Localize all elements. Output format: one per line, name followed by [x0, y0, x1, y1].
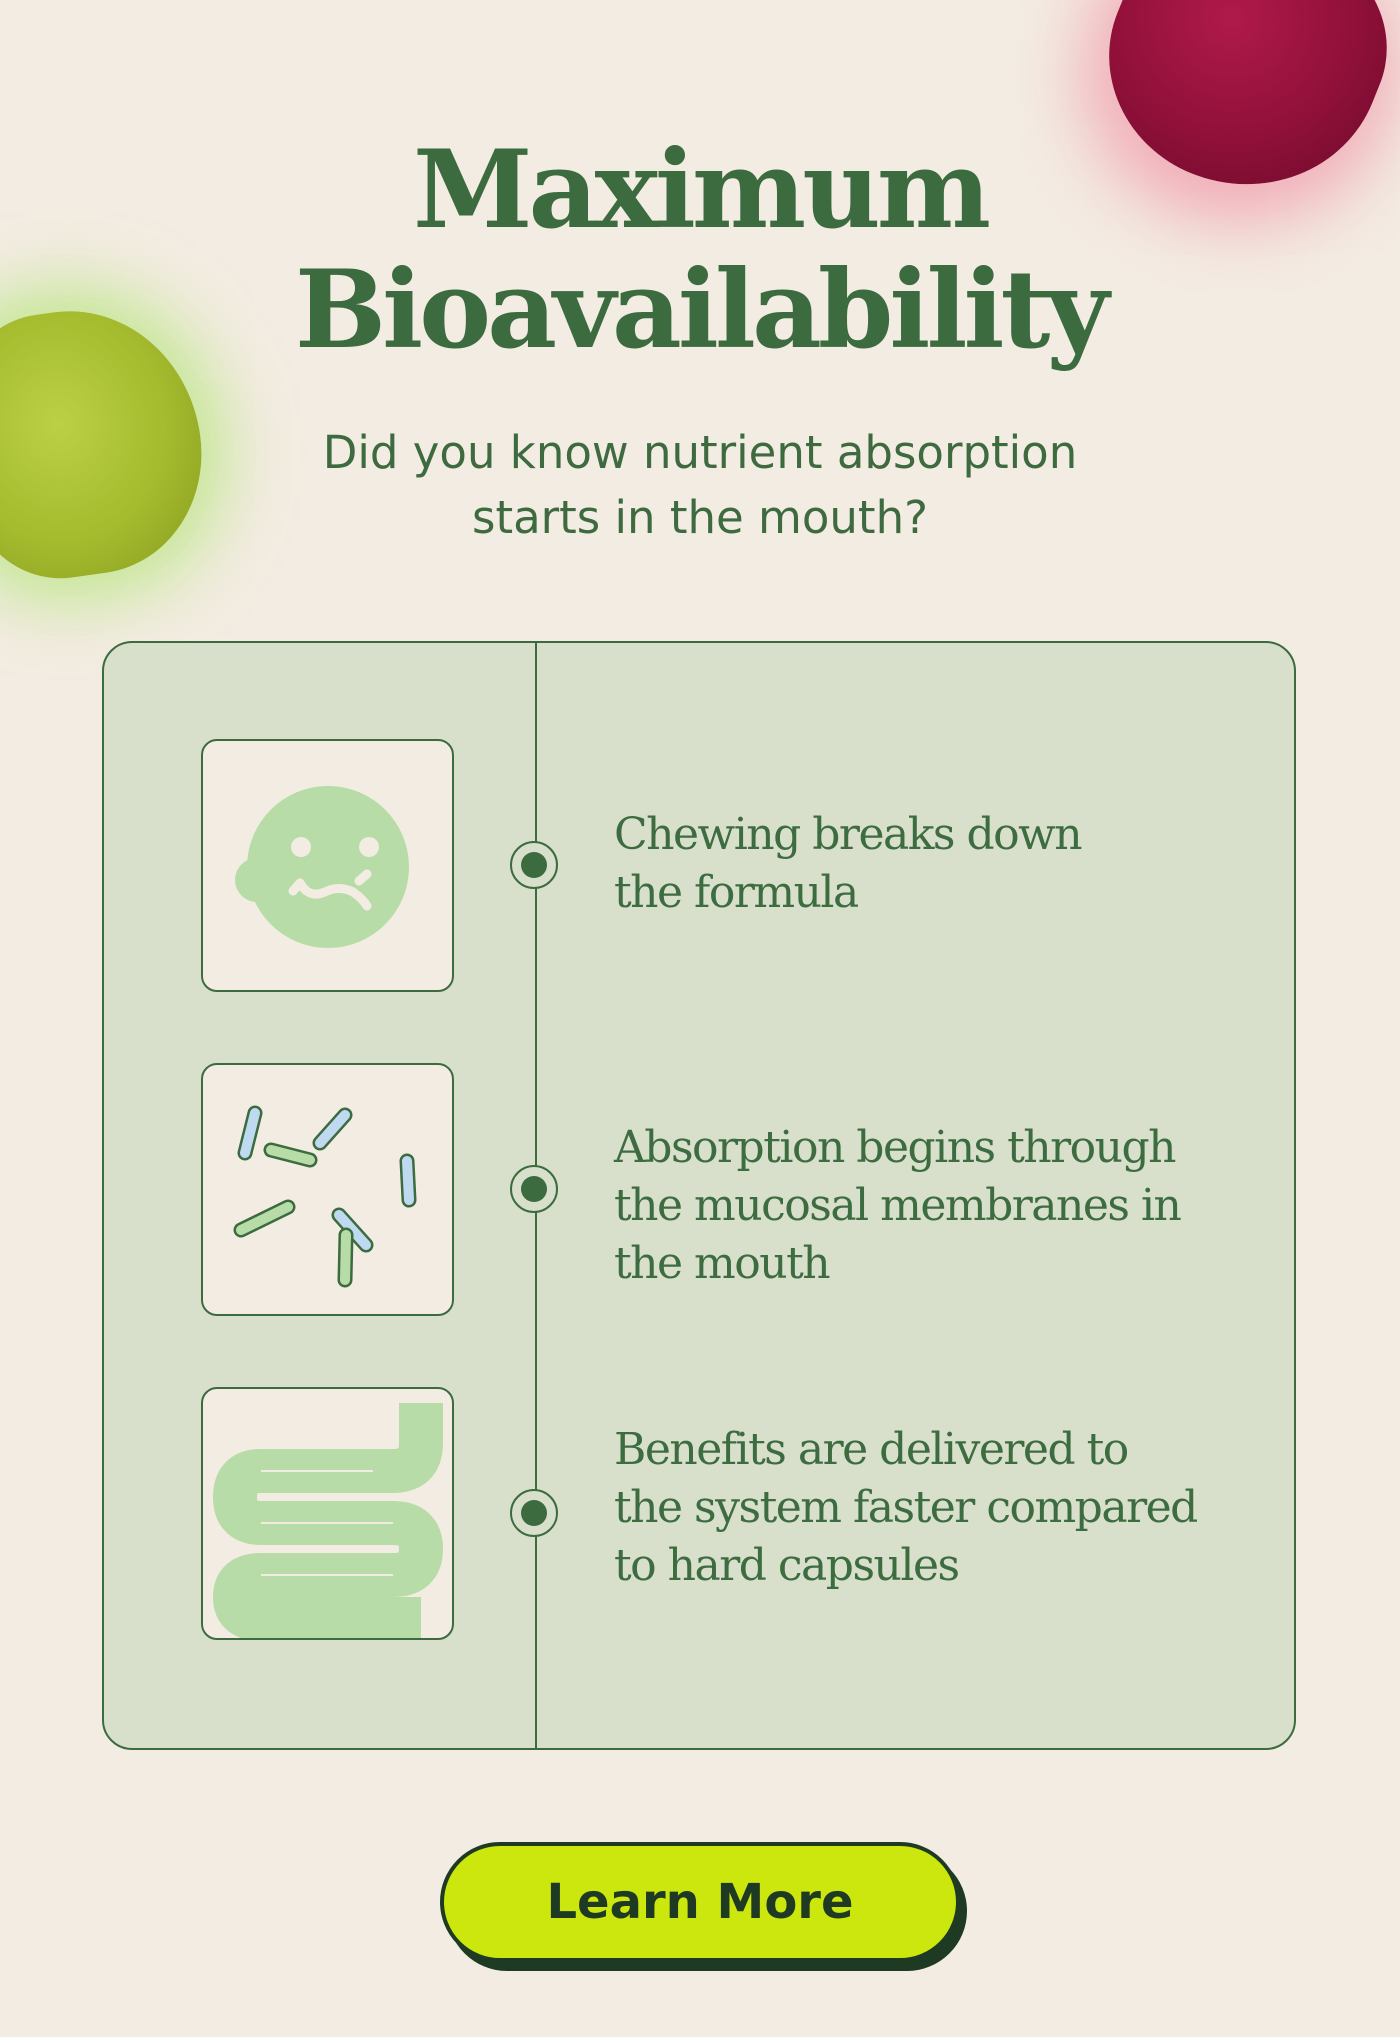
page-subtitle-line-1: Did you know nutrient absorption	[322, 426, 1078, 479]
step-2-text	[614, 1119, 1254, 1293]
step-3-text-line: Benefits are delivered to	[614, 1424, 1128, 1475]
step-2-text-line: the mouth	[614, 1238, 830, 1289]
learn-more-button[interactable]: Learn More	[440, 1842, 960, 1962]
page-title-line-1: Maximum	[412, 127, 987, 253]
step-1-icon-box	[201, 739, 454, 992]
step-1-text	[614, 806, 1254, 922]
step-3-text-line: to hard capsules	[614, 1540, 959, 1591]
step-3-marker	[510, 1489, 558, 1537]
intestine-icon	[203, 1389, 452, 1638]
step-1-marker	[510, 841, 558, 889]
chewing-face-icon	[203, 741, 452, 990]
page-title-line-2: Bioavailability	[294, 247, 1106, 373]
step-1-text-line: Chewing breaks down	[614, 809, 1082, 860]
steps-card	[102, 641, 1296, 1750]
step-3-text	[614, 1421, 1254, 1595]
step-3-icon-box	[201, 1387, 454, 1640]
step-2-text-line: the mucosal membranes in	[614, 1180, 1181, 1231]
page-title	[0, 127, 1400, 373]
step-3-text-line: the system faster compared	[614, 1482, 1197, 1533]
step-2-text-line: Absorption begins through	[614, 1122, 1176, 1173]
page-subtitle-line-2: starts in the mouth?	[472, 491, 928, 544]
step-2-icon-box	[201, 1063, 454, 1316]
step-2-marker	[510, 1165, 558, 1213]
molecules-icon	[203, 1065, 452, 1314]
step-1-text-line: the formula	[614, 867, 858, 918]
page-subtitle	[0, 420, 1400, 550]
